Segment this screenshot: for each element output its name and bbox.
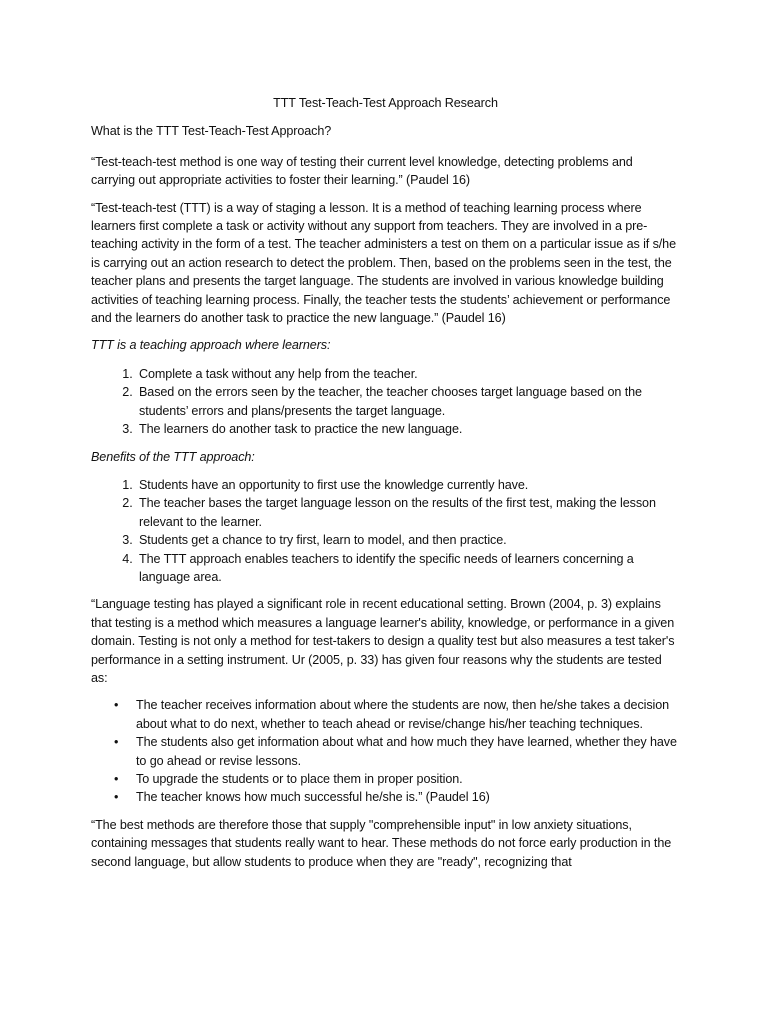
quote-paragraph-3: “Language testing has played a significant role in recent educational setting. Brown (2004, p. 3) explains that testing is a method which measures a language learner's ability, knowledge, or performance in a given domain. Testing is not only a method for test-takers to design a quality test but also measures a test taker's performance in a setting instrument. Ur (2005, p. 33) has given four reasons why the students are tested as: [91, 597, 675, 685]
list-item: • The teacher receives information about where the students are now, then he/she takes a decision about what to do next, whether to teach ahead or revise/change his/her teaching techniques. [136, 696, 680, 733]
list-item: 1. Complete a task without any help from the teacher. [136, 365, 680, 383]
quote-paragraph-2: “Test-teach-test (TTT) is a way of staging a lesson. It is a method of teaching learning process where learners first complete a task or activity without any support from teachers. They are involved in a pre-teaching activity in the form of a test. The teacher administers a test on them on a particular issue as if s/he is carrying out an action research to detect the problem. Then, based on the problems seen in the test, the teacher plans and presents the target language. The students are involved in various knowledge building activities of teaching learning process. Finally, the teacher tests the students’ achievement or performance and the learners do another task to practice the new language.” (Paudel 16) [91, 200, 676, 326]
document-title: TTT Test-Teach-Test Approach Research [273, 96, 498, 110]
list-item: 3. The learners do another task to practice the new language. [136, 420, 680, 438]
list-item: 1. Students have an opportunity to first use the knowledge currently have. [136, 476, 680, 494]
list-item: 4. The TTT approach enables teachers to identify the specific needs of learners concerning a language area. [136, 550, 680, 587]
list-item: 2. The teacher bases the target language lesson on the results of the first test, making the lesson relevant to the learner. [136, 494, 680, 531]
benefits-list [91, 476, 680, 586]
list-item: • The teacher knows how much successful he/she is.” (Paudel 16) [136, 788, 680, 806]
approach-intro: TTT is a teaching approach where learners: [91, 338, 331, 353]
approach-steps-list [91, 365, 680, 439]
list-item: 3. Students get a chance to try first, learn to model, and then practice. [136, 531, 680, 549]
quote-paragraph-4: “The best methods are therefore those that supply "comprehensible input" in low anxiety situations, containing messages that students really want to hear. These methods do not force early production in the second language, but allow students to produce when they are "ready", recognizing that [91, 817, 672, 869]
reasons-bullet-list [91, 696, 680, 806]
list-item: • The students also get information about what and how much they have learned, whether they have to go ahead or revise lessons. [136, 733, 680, 770]
quote-paragraph-1: “Test-teach-test method is one way of testing their current level knowledge, detecting problems and carrying out appropriate activities to foster their learning.” (Paudel 16) [91, 154, 633, 188]
list-item: • To upgrade the students or to place them in proper position. [136, 770, 680, 788]
question-heading: What is the TTT Test-Teach-Test Approach? [91, 124, 332, 139]
list-item: 2. Based on the errors seen by the teacher, the teacher chooses target language based on the students’ errors and plans/presents the target language. [136, 383, 680, 420]
benefits-intro: Benefits of the TTT approach: [91, 449, 255, 464]
